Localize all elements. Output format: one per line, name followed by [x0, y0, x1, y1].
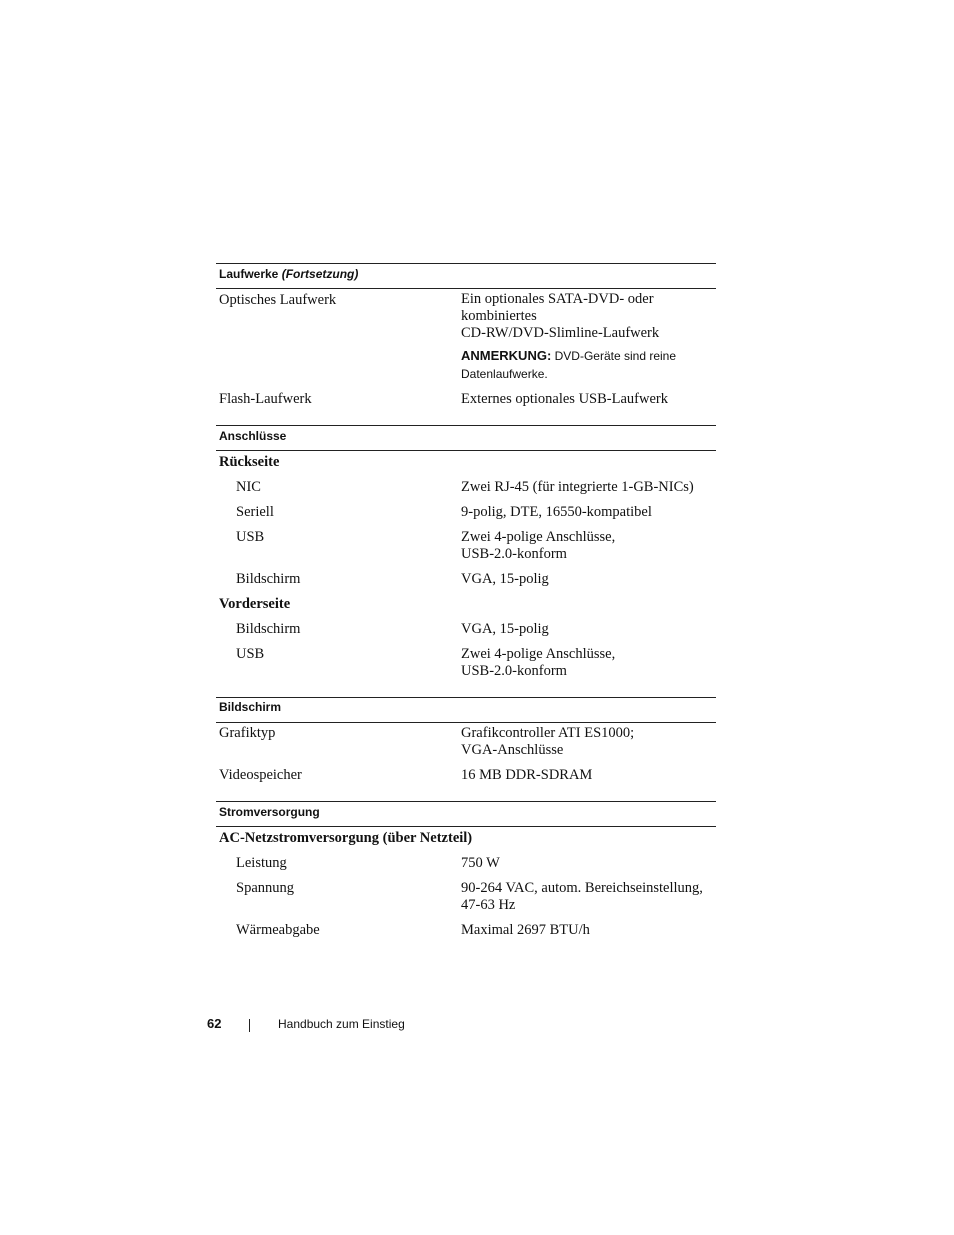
- monitor-front-label: Bildschirm: [236, 621, 301, 637]
- footer-separator: [249, 1019, 250, 1032]
- section-header-rule: [216, 826, 716, 827]
- monitor-back-label: Bildschirm: [236, 571, 301, 587]
- usb-back-value: [461, 529, 711, 563]
- ac-power-label: AC-Netzstromversorgung (über Netzteil): [219, 830, 473, 846]
- section-title: Laufwerke: [219, 267, 279, 281]
- heat-dissipation-label: Wärmeabgabe: [236, 922, 320, 938]
- note-keyword: ANMERKUNG:: [461, 348, 552, 363]
- value-line: 90-264 VAC, autom. Bereichseinstellung,: [461, 880, 703, 896]
- section-header-rule: [216, 288, 716, 289]
- section-header-rule: [216, 450, 716, 451]
- section-top-rule: [216, 697, 716, 698]
- heat-dissipation-value: [461, 922, 711, 939]
- footer-title: Handbuch zum Einstieg: [278, 1017, 405, 1031]
- section-top-rule: [216, 425, 716, 426]
- note-text: DVD-Geräte sind reine: [554, 349, 677, 363]
- monitor-front-value: [461, 621, 711, 638]
- front-side-label: Vorderseite: [219, 596, 291, 612]
- section-header-rule: [216, 722, 716, 723]
- value-line: Grafikcontroller ATI ES1000;: [461, 725, 635, 741]
- usb-back-label: USB: [236, 529, 265, 545]
- section-title-suffix: (Fortsetzung): [281, 267, 359, 281]
- monitor-back-value: [461, 571, 711, 588]
- serial-label: Seriell: [236, 504, 274, 520]
- value-line: kombiniertes: [461, 308, 537, 324]
- voltage-label: Spannung: [236, 880, 294, 896]
- value-line: CD-RW/DVD-Slimline-Laufwerk: [461, 325, 660, 341]
- section-heading-power: Stromversorgung: [219, 805, 320, 819]
- graphics-type-label: Grafiktyp: [219, 725, 276, 741]
- flash-drive-value: Externes optionales USB-Laufwerk: [461, 391, 668, 407]
- graphics-type-value: [461, 725, 711, 759]
- value-line: 47-63 Hz: [461, 897, 516, 913]
- value-line: VGA-Anschlüsse: [461, 742, 564, 758]
- voltage-value: [461, 880, 711, 914]
- value-line: USB-2.0-konform: [461, 663, 567, 679]
- value-line: 750 W: [461, 855, 500, 871]
- value-line: Zwei 4-polige Anschlüsse,: [461, 529, 616, 545]
- value-line: Ein optionales SATA-DVD- oder: [461, 291, 654, 307]
- section-heading-drives: [219, 267, 358, 281]
- wattage-label: Leistung: [236, 855, 287, 871]
- value-line: VGA, 15-polig: [461, 621, 549, 637]
- section-heading-display: Bildschirm: [219, 700, 282, 714]
- value-line: 9-polig, DTE, 16550-kompatibel: [461, 504, 652, 520]
- value-line: USB-2.0-konform: [461, 546, 567, 562]
- value-line: 16 MB DDR-SDRAM: [461, 767, 593, 783]
- usb-front-value: [461, 646, 711, 680]
- video-memory-label: Videospeicher: [219, 767, 302, 783]
- nic-label: NIC: [236, 479, 261, 495]
- section-top-rule: [216, 263, 716, 264]
- note-text: Datenlaufwerke.: [461, 367, 548, 381]
- value-line: Zwei 4-polige Anschlüsse,: [461, 646, 616, 662]
- value-line: Maximal 2697 BTU/h: [461, 922, 590, 938]
- wattage-value: [461, 855, 711, 872]
- flash-drive-label: Flash-Laufwerk: [219, 391, 312, 407]
- value-line: Zwei RJ-45 (für integrierte 1-GB-NICs): [461, 479, 694, 495]
- back-side-label: Rückseite: [219, 454, 280, 470]
- page-number: 62: [207, 1016, 222, 1031]
- video-memory-value: [461, 767, 711, 784]
- serial-value: [461, 504, 711, 521]
- value-line: VGA, 15-polig: [461, 571, 549, 587]
- optical-drive-label: Optisches Laufwerk: [219, 292, 337, 308]
- section-heading-ports: Anschlüsse: [219, 429, 287, 443]
- optical-drive-value: [461, 291, 711, 342]
- usb-front-label: USB: [236, 646, 265, 662]
- section-top-rule: [216, 801, 716, 802]
- note-block: [461, 347, 711, 383]
- nic-value: [461, 479, 711, 496]
